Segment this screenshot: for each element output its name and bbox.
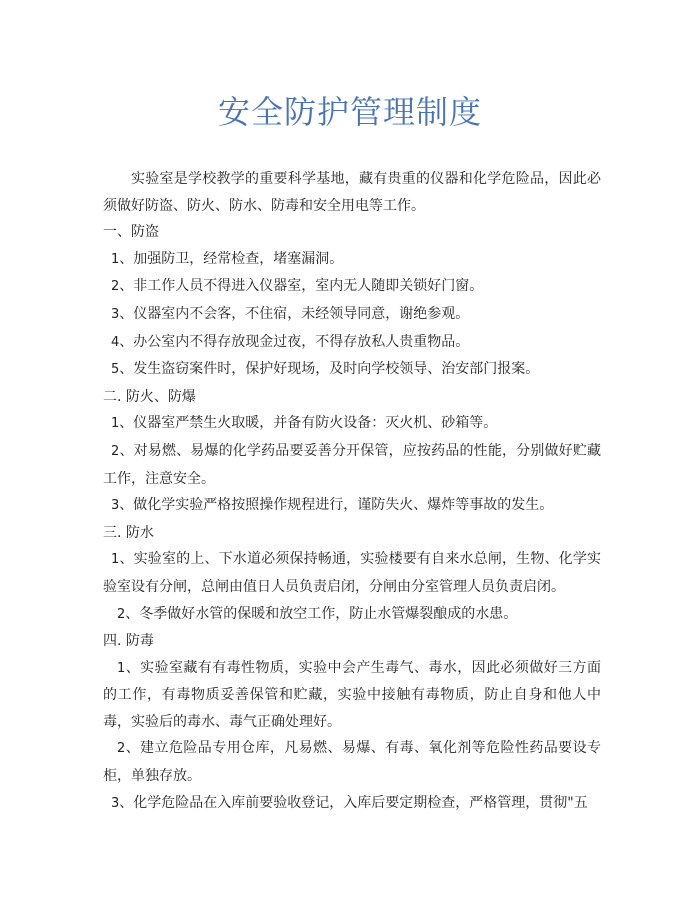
list-item [103, 410, 601, 438]
section-heading-theft: 一、防盗 [103, 224, 159, 241]
list-item [103, 438, 601, 492]
list-item [103, 655, 601, 736]
item-number: 3 [111, 306, 120, 322]
item-number: 2 [111, 443, 120, 459]
item-text: 、仪器室严禁生火取暖，并备有防火设备：灭火机、砂箱等。 [119, 415, 498, 432]
item-text: 、加强防卫，经常检查，堵塞漏洞。 [119, 250, 344, 267]
item-text: 、办公室内不得存放现金过夜，不得存放私人贵重物品。 [119, 333, 470, 350]
item-text: 、化学危险品在入库前要验收登记，入库后要定期检查，严格管理，贯彻"五 [119, 794, 588, 811]
item-number: 1 [117, 660, 126, 676]
item-number: 4 [111, 334, 120, 350]
list-item [103, 601, 601, 629]
list-item [103, 356, 601, 384]
list-item [103, 790, 601, 818]
item-text: 、非工作人员不得进入仪器室，室内无人随即关锁好门窗。 [119, 278, 484, 295]
item-number: 3 [111, 795, 120, 811]
intro-paragraph: 实验室是学校教学的重要科学基地，藏有贵重的仪器和化学危险品，因此必须做好防盗、防火、防水、防毒和安全用电等工作。 [103, 171, 601, 214]
section-heading-fire: 二. 防火、防爆 [103, 388, 196, 405]
item-text: 、建立危险品专用仓库，凡易燃、易爆、有毒、氧化剂等危险性药品要设专柜，单独存放。 [103, 740, 601, 785]
item-text: 、仪器室内不会客，不住宿，未经领导同意，谢绝参观。 [119, 305, 470, 322]
list-item [103, 273, 601, 301]
list-item [103, 246, 601, 274]
item-text: 、发生盗窃案件时，保护好现场，及时向学校领导、治安部门报案。 [119, 361, 540, 378]
item-number: 3 [111, 498, 120, 514]
item-number: 5 [111, 362, 120, 378]
list-item [103, 735, 601, 789]
item-text: 、实验室藏有有毒性物质，实验中会产生毒气、毒水，因此必须做好三方面的工作，有毒物质妥善保管和贮藏，实验中接触有毒物质，防止自身和他人中毒，实验后的毒水、毒气正确处理好。 [103, 659, 601, 730]
section-heading-water: 三. 防水 [103, 524, 154, 541]
item-number: 1 [111, 552, 120, 568]
item-number: 2 [111, 279, 120, 295]
list-item [103, 329, 601, 357]
item-number: 2 [117, 606, 126, 622]
item-number: 2 [117, 741, 126, 757]
document-body [103, 166, 601, 817]
item-number: 1 [111, 416, 120, 432]
section-heading-poison: 四. 防毒 [103, 633, 154, 650]
item-text: 、做化学实验严格按照操作规程进行，谨防失火、爆炸等事故的发生。 [119, 497, 554, 514]
item-text: 、冬季做好水管的保暖和放空工作，防止水管爆裂酿成的水患。 [125, 605, 518, 622]
list-item [103, 301, 601, 329]
item-text: 、对易燃、易爆的化学药品要妥善分开保管，应按药品的性能，分别做好贮藏工作，注意安全。 [103, 442, 601, 487]
item-number: 1 [111, 251, 120, 267]
item-text: 、实验室的上、下水道必须保持畅通，实验楼要有自来水总闸，生物、化学实验室设有分闸，总闸由值日人员负责启闭，分闸由分室管理人员负责启闭。 [103, 551, 601, 595]
list-item [103, 492, 601, 520]
list-item [103, 546, 601, 600]
document-title: 安全防护管理制度 [217, 93, 482, 131]
